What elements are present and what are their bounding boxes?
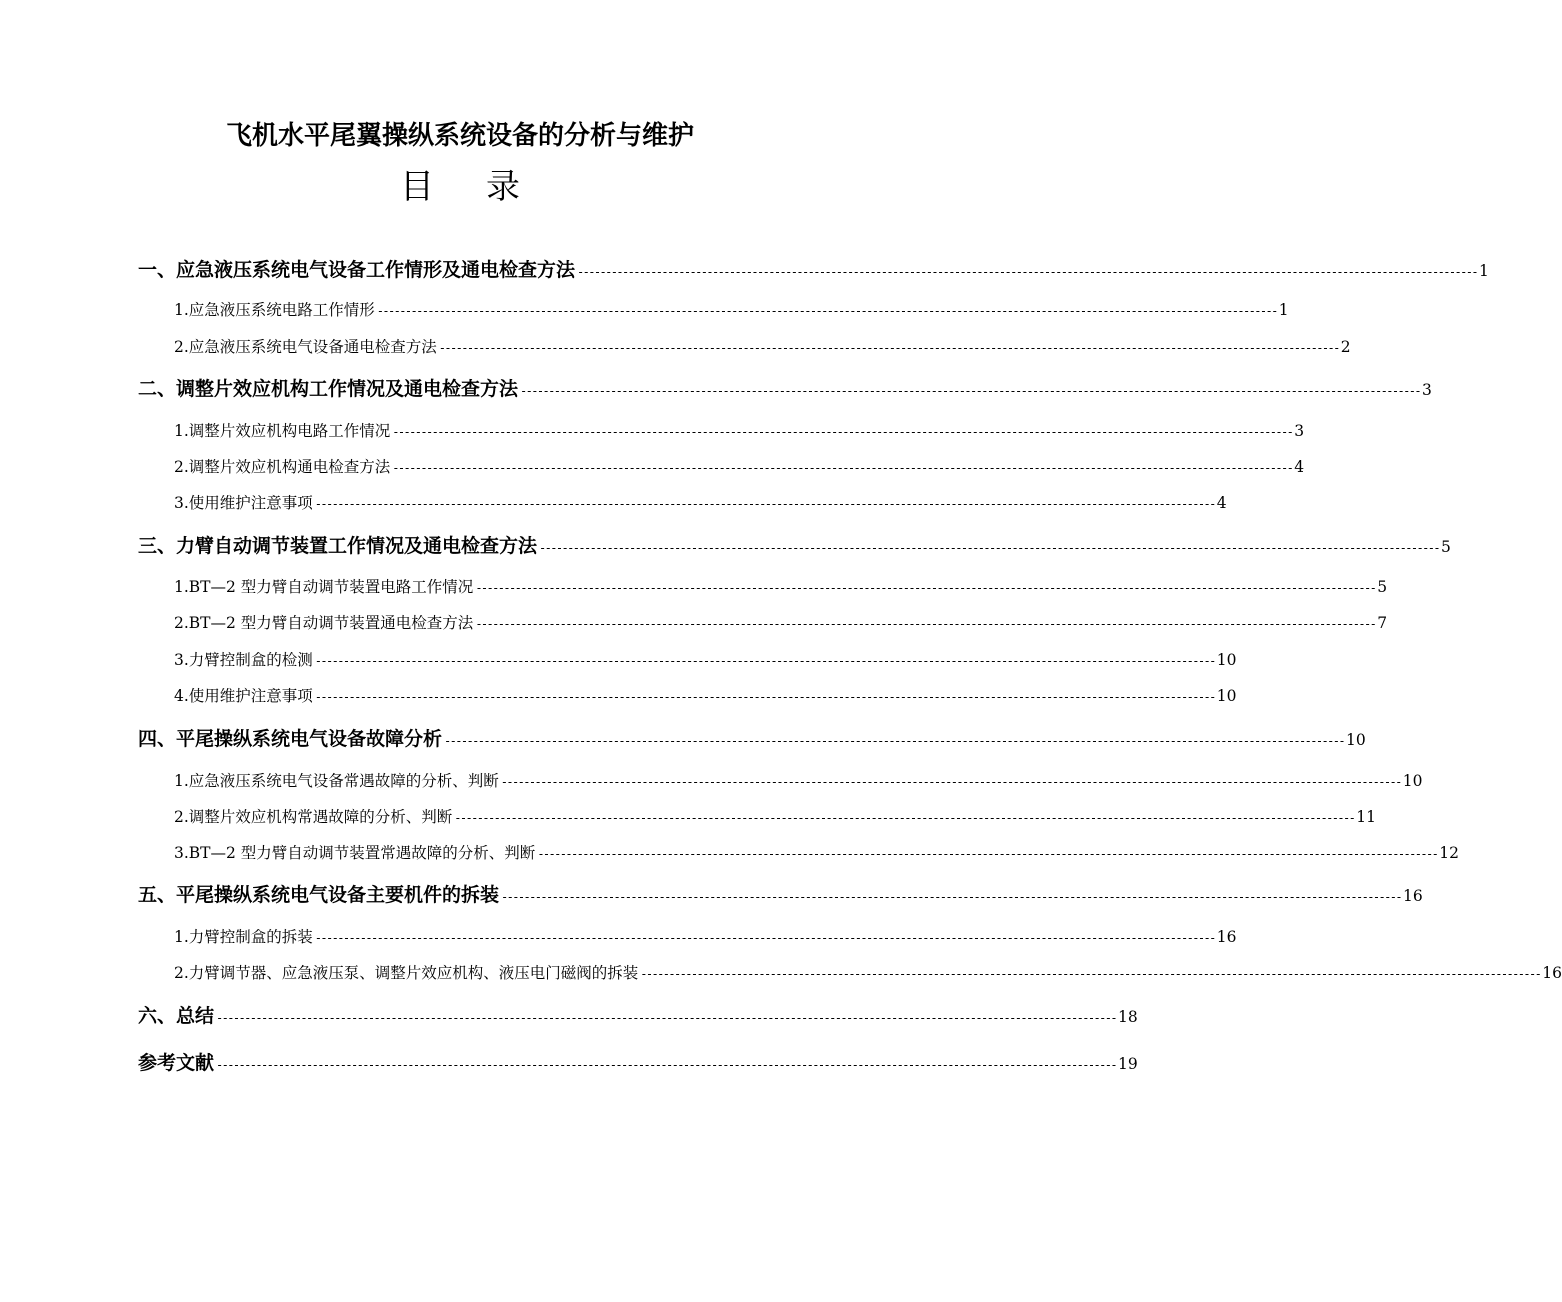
toc-entry-page: 12 [1439, 844, 1459, 862]
toc-entry-section-4-3[interactable] [174, 838, 1459, 868]
toc-entry-title: 3.BT—2 型力臂自动调节装置常遇故障的分析、判断 [174, 844, 536, 862]
toc-entry-section-5-2[interactable] [174, 958, 1562, 988]
toc-leader-dashes: ---------------------------------------------------------------------------------------------------------------------------------------------------------------- [577, 265, 1477, 279]
toc-entry-page: 2 [1340, 338, 1351, 356]
toc-entry-title: 六、总结 [138, 1005, 215, 1027]
toc-entry-page: 4 [1216, 494, 1227, 512]
toc-entry-title: 2.BT—2 型力臂自动调节装置通电检查方法 [174, 614, 474, 632]
toc-entry-references[interactable] [138, 1048, 1138, 1078]
toc-leader-dashes: ---------------------------------------------------------------------------------------------------------------------------------------------------------------- [454, 811, 1355, 825]
toc-leader-dashes: ---------------------------------------------------------------------------------------------------------------------------------------------------------------- [501, 890, 1401, 904]
toc-entry-section-2-2[interactable] [174, 452, 1305, 482]
toc-entry-section-2-3[interactable] [174, 488, 1227, 518]
toc-entry-title: 2.调整片效应机构常遇故障的分析、判断 [174, 808, 453, 826]
toc-entry-page: 10 [1345, 731, 1366, 749]
toc-entry-section-6[interactable] [138, 1001, 1138, 1031]
toc-entry-page: 3 [1421, 381, 1432, 399]
toc-leader-dashes: ---------------------------------------------------------------------------------------------------------------------------------------------------------------- [475, 581, 1376, 595]
toc-entry-section-4-2[interactable] [174, 802, 1376, 832]
toc-entry-title: 2.力臂调节器、应急液压泵、调整片效应机构、液压电门磁阀的拆装 [174, 964, 639, 982]
toc-entry-page: 3 [1294, 422, 1305, 440]
toc-entry-section-5-1[interactable] [174, 922, 1237, 952]
toc-entry-section-3-3[interactable] [174, 645, 1237, 675]
toc-leader-dashes: ---------------------------------------------------------------------------------------------------------------------------------------------------------------- [475, 617, 1376, 631]
toc-entry-section-2-1[interactable] [174, 416, 1305, 446]
toc-entry-title: 1.调整片效应机构电路工作情况 [174, 422, 391, 440]
toc-leader-dashes: ---------------------------------------------------------------------------------------------------------------------------------------------------------------- [444, 734, 1344, 748]
toc-entry-title: 4.使用维护注意事项 [174, 687, 313, 705]
toc-leader-dashes: ---------------------------------------------------------------------------------------------------------------------------------------------------------------- [392, 461, 1293, 475]
document-title: 飞机水平尾翼操纵系统设备的分析与维护 [225, 121, 694, 151]
toc-entry-title: 三、力臂自动调节装置工作情况及通电检查方法 [138, 535, 538, 557]
toc-entry-title: 四、平尾操纵系统电气设备故障分析 [138, 728, 443, 750]
toc-entry-title: 五、平尾操纵系统电气设备主要机件的拆装 [138, 884, 500, 906]
toc-leader-dashes: ---------------------------------------------------------------------------------------------------------------------------------------------------------------- [500, 775, 1401, 789]
toc-entry-title: 1.力臂控制盒的拆装 [174, 928, 313, 946]
toc-entry-page: 11 [1356, 808, 1376, 826]
toc-entry-page: 18 [1117, 1008, 1138, 1026]
toc-entry-title: 2.调整片效应机构通电检查方法 [174, 458, 391, 476]
toc-entry-title: 2.应急液压系统电气设备通电检查方法 [174, 338, 437, 356]
toc-entry-title: 1.应急液压系统电路工作情形 [174, 301, 375, 319]
toc-entry-section-2[interactable] [138, 374, 1432, 404]
toc-entry-section-4[interactable] [138, 724, 1366, 754]
toc-entry-section-3-2[interactable] [174, 608, 1388, 638]
toc-heading: 目录 [400, 167, 572, 207]
toc-leader-dashes: ---------------------------------------------------------------------------------------------------------------------------------------------------------------- [314, 690, 1215, 704]
toc-entry-section-1[interactable] [138, 255, 1489, 285]
toc-leader-dashes: ---------------------------------------------------------------------------------------------------------------------------------------------------------------- [216, 1058, 1116, 1072]
toc-entry-section-4-1[interactable] [174, 766, 1423, 796]
toc-leader-dashes: ---------------------------------------------------------------------------------------------------------------------------------------------------------------- [438, 341, 1339, 355]
toc-leader-dashes: ---------------------------------------------------------------------------------------------------------------------------------------------------------------- [537, 847, 1438, 861]
toc-entry-page: 5 [1440, 538, 1451, 556]
toc-entry-page: 7 [1377, 614, 1388, 632]
toc-leader-dashes: ---------------------------------------------------------------------------------------------------------------------------------------------------------------- [314, 931, 1215, 945]
toc-entry-title: 一、应急液压系统电气设备工作情形及通电检查方法 [138, 259, 576, 281]
toc-entry-title: 二、调整片效应机构工作情况及通电检查方法 [138, 378, 519, 400]
toc-entry-section-3[interactable] [138, 531, 1451, 561]
toc-entry-page: 4 [1294, 458, 1305, 476]
toc-entry-section-3-1[interactable] [174, 572, 1388, 602]
toc-entry-section-1-1[interactable] [174, 295, 1289, 325]
toc-entry-page: 1 [1278, 301, 1289, 319]
toc-entry-page: 1 [1478, 262, 1489, 280]
toc-entry-page: 16 [1542, 964, 1562, 982]
toc-entry-page: 16 [1402, 887, 1423, 905]
toc-leader-dashes: ---------------------------------------------------------------------------------------------------------------------------------------------------------------- [314, 497, 1215, 511]
toc-leader-dashes: ---------------------------------------------------------------------------------------------------------------------------------------------------------------- [314, 654, 1215, 668]
toc-leader-dashes: ---------------------------------------------------------------------------------------------------------------------------------------------------------------- [376, 304, 1277, 318]
toc-entry-page: 5 [1377, 578, 1388, 596]
toc-leader-dashes: ---------------------------------------------------------------------------------------------------------------------------------------------------------------- [640, 967, 1541, 981]
toc-leader-dashes: ---------------------------------------------------------------------------------------------------------------------------------------------------------------- [539, 541, 1439, 555]
toc-leader-dashes: ---------------------------------------------------------------------------------------------------------------------------------------------------------------- [216, 1011, 1116, 1025]
toc-entry-page: 16 [1216, 928, 1237, 946]
toc-entry-section-5[interactable] [138, 880, 1423, 910]
toc-entry-title: 3.力臂控制盒的检测 [174, 651, 313, 669]
toc-entry-page: 10 [1216, 687, 1237, 705]
toc-entry-page: 10 [1402, 772, 1423, 790]
toc-leader-dashes: ---------------------------------------------------------------------------------------------------------------------------------------------------------------- [520, 384, 1420, 398]
toc-leader-dashes: ---------------------------------------------------------------------------------------------------------------------------------------------------------------- [392, 425, 1293, 439]
toc-entry-page: 10 [1216, 651, 1237, 669]
toc-entry-title: 参考文献 [138, 1052, 215, 1074]
toc-entry-title: 3.使用维护注意事项 [174, 494, 313, 512]
toc-entry-section-1-2[interactable] [174, 332, 1351, 362]
toc-entry-title: 1.BT—2 型力臂自动调节装置电路工作情况 [174, 578, 474, 596]
toc-entry-title: 1.应急液压系统电气设备常遇故障的分析、判断 [174, 772, 499, 790]
toc-entry-section-3-4[interactable] [174, 681, 1237, 711]
toc-entry-page: 19 [1117, 1055, 1138, 1073]
